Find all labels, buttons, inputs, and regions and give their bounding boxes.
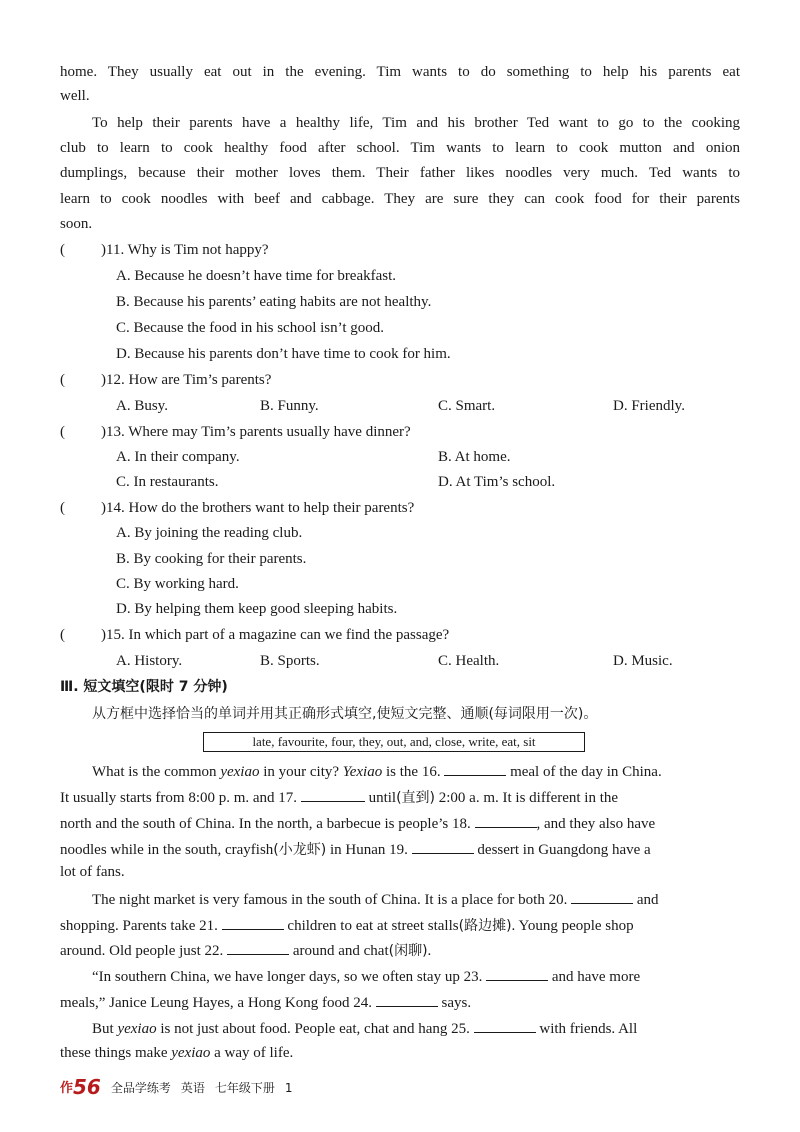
option: C. Because the food in his school isn’t good. xyxy=(116,320,385,336)
answer-paren-close: ) xyxy=(101,627,106,643)
page-number: 56 xyxy=(73,1075,101,1099)
answer-paren-open: ( xyxy=(60,500,65,516)
option: B. Sports. xyxy=(260,653,320,669)
answer-paren-open: ( xyxy=(60,627,65,643)
option: B. Because his parents’ eating habits are not healthy. xyxy=(116,294,432,310)
option: D. Friendly. xyxy=(613,398,685,414)
cloze-line: But yexiao is not just about food. People eat, chat and hang 25. with friends. All xyxy=(92,1018,637,1039)
passage-line: To help their parents have a healthy life, Tim and his brother Ted want to go to the cooking xyxy=(92,115,740,131)
answer-paren-open: ( xyxy=(60,242,65,258)
blank-20[interactable] xyxy=(571,889,633,904)
volume: 1 xyxy=(284,1081,293,1095)
blank-25[interactable] xyxy=(474,1018,536,1033)
answer-paren-open: ( xyxy=(60,372,65,388)
question-stem: 14. How do the brothers want to help their parents? xyxy=(106,500,415,516)
blank-24[interactable] xyxy=(376,992,438,1007)
option: A. In their company. xyxy=(116,449,240,465)
passage-line: learn to cook noodles with beef and cabbage. They are sure they can cook food for their parents xyxy=(60,191,740,207)
option: C. By working hard. xyxy=(116,576,239,592)
option: C. In restaurants. xyxy=(116,474,219,490)
cloze-line: It usually starts from 8:00 p. m. and 17. until(直到) 2:00 a. m. It is different in the xyxy=(60,787,618,808)
question-stem: 13. Where may Tim’s parents usually have dinner? xyxy=(106,424,411,440)
question-11 xyxy=(60,240,269,260)
option: D. Because his parents don’t have time to cook for him. xyxy=(116,346,451,362)
option: A. By joining the reading club. xyxy=(116,525,303,541)
option: B. By cooking for their parents. xyxy=(116,551,307,567)
option: C. Health. xyxy=(438,653,500,669)
question-14 xyxy=(60,498,414,518)
cloze-line: meals,” Janice Leung Hayes, a Hong Kong food 24. says. xyxy=(60,992,471,1013)
cloze-line: What is the common yexiao in your city? Yexiao is the 16. meal of the day in China. xyxy=(92,761,662,782)
answer-paren-close: ) xyxy=(101,372,106,388)
cloze-line: these things make yexiao a way of life. xyxy=(60,1045,294,1061)
option: B. At home. xyxy=(438,449,511,465)
option: A. Because he doesn’t have time for breakfast. xyxy=(116,268,397,284)
answer-paren-open: ( xyxy=(60,424,65,440)
blank-22[interactable] xyxy=(227,940,289,955)
passage-line: dumplings, because their mother loves them. Their father likes noodles very much. Ted wants to xyxy=(60,165,740,181)
answer-paren-close: ) xyxy=(101,424,106,440)
option: A. History. xyxy=(116,653,183,669)
cloze-line: “In southern China, we have longer days, so we often stay up 23. and have more xyxy=(92,966,640,987)
blank-19[interactable] xyxy=(412,839,474,854)
question-12 xyxy=(60,370,271,390)
option: D. By helping them keep good sleeping habits. xyxy=(116,601,398,617)
cloze-line: lot of fans. xyxy=(60,864,125,880)
option: B. Funny. xyxy=(260,398,319,414)
question-stem: 12. How are Tim’s parents? xyxy=(106,372,272,388)
option: D. Music. xyxy=(613,653,673,669)
cloze-line: shopping. Parents take 21. children to eat at street stalls(路边摊). Young people shop xyxy=(60,915,634,936)
passage-line: well. xyxy=(60,88,90,104)
cloze-line: noodles while in the south, crayfish(小龙虾) in Hunan 19. dessert in Guangdong have a xyxy=(60,839,651,860)
passage-line: soon. xyxy=(60,216,93,232)
subject: 英语 xyxy=(180,1081,205,1095)
option: A. Busy. xyxy=(116,398,168,414)
option: D. At Tim’s school. xyxy=(438,474,556,490)
cloze-line: around. Old people just 22. around and chat(闲聊). xyxy=(60,940,431,961)
answer-paren-close: ) xyxy=(101,500,106,516)
answer-paren-close: ) xyxy=(101,242,106,258)
passage-line: home. They usually eat out in the evening. Tim wants to do something to help his parents eat xyxy=(60,64,740,80)
blank-16[interactable] xyxy=(444,761,506,776)
word-box: late, favourite, four, they, out, and, close, write, eat, sit xyxy=(203,732,585,752)
grade: 七年级下册 xyxy=(214,1081,275,1095)
book-title: 全品学练考 xyxy=(110,1081,171,1095)
question-15 xyxy=(60,625,449,645)
section-heading: Ⅲ. 短文填空(限时 7 分钟) xyxy=(60,679,228,695)
page-footer xyxy=(60,1074,293,1102)
blank-18[interactable] xyxy=(475,813,537,828)
passage-line: club to learn to cook healthy food after school. Tim wants to learn to cook mutton and onion xyxy=(60,140,740,156)
question-13 xyxy=(60,422,411,442)
section-instruction: 从方框中选择恰当的单词并用其正确形式填空,使短文完整、通顺(每词限用一次)。 xyxy=(92,706,598,722)
blank-23[interactable] xyxy=(486,966,548,981)
blank-17[interactable] xyxy=(301,787,365,802)
question-stem: 11. Why is Tim not happy? xyxy=(106,242,269,258)
cloze-line: north and the south of China. In the north, a barbecue is people’s 18. , and they also have xyxy=(60,813,655,834)
option: C. Smart. xyxy=(438,398,496,414)
cloze-line: The night market is very famous in the south of China. It is a place for both 20. and xyxy=(92,889,658,910)
blank-21[interactable] xyxy=(222,915,284,930)
question-stem: 15. In which part of a magazine can we find the passage? xyxy=(106,627,450,643)
footer-zuo: 作 xyxy=(60,1081,74,1096)
